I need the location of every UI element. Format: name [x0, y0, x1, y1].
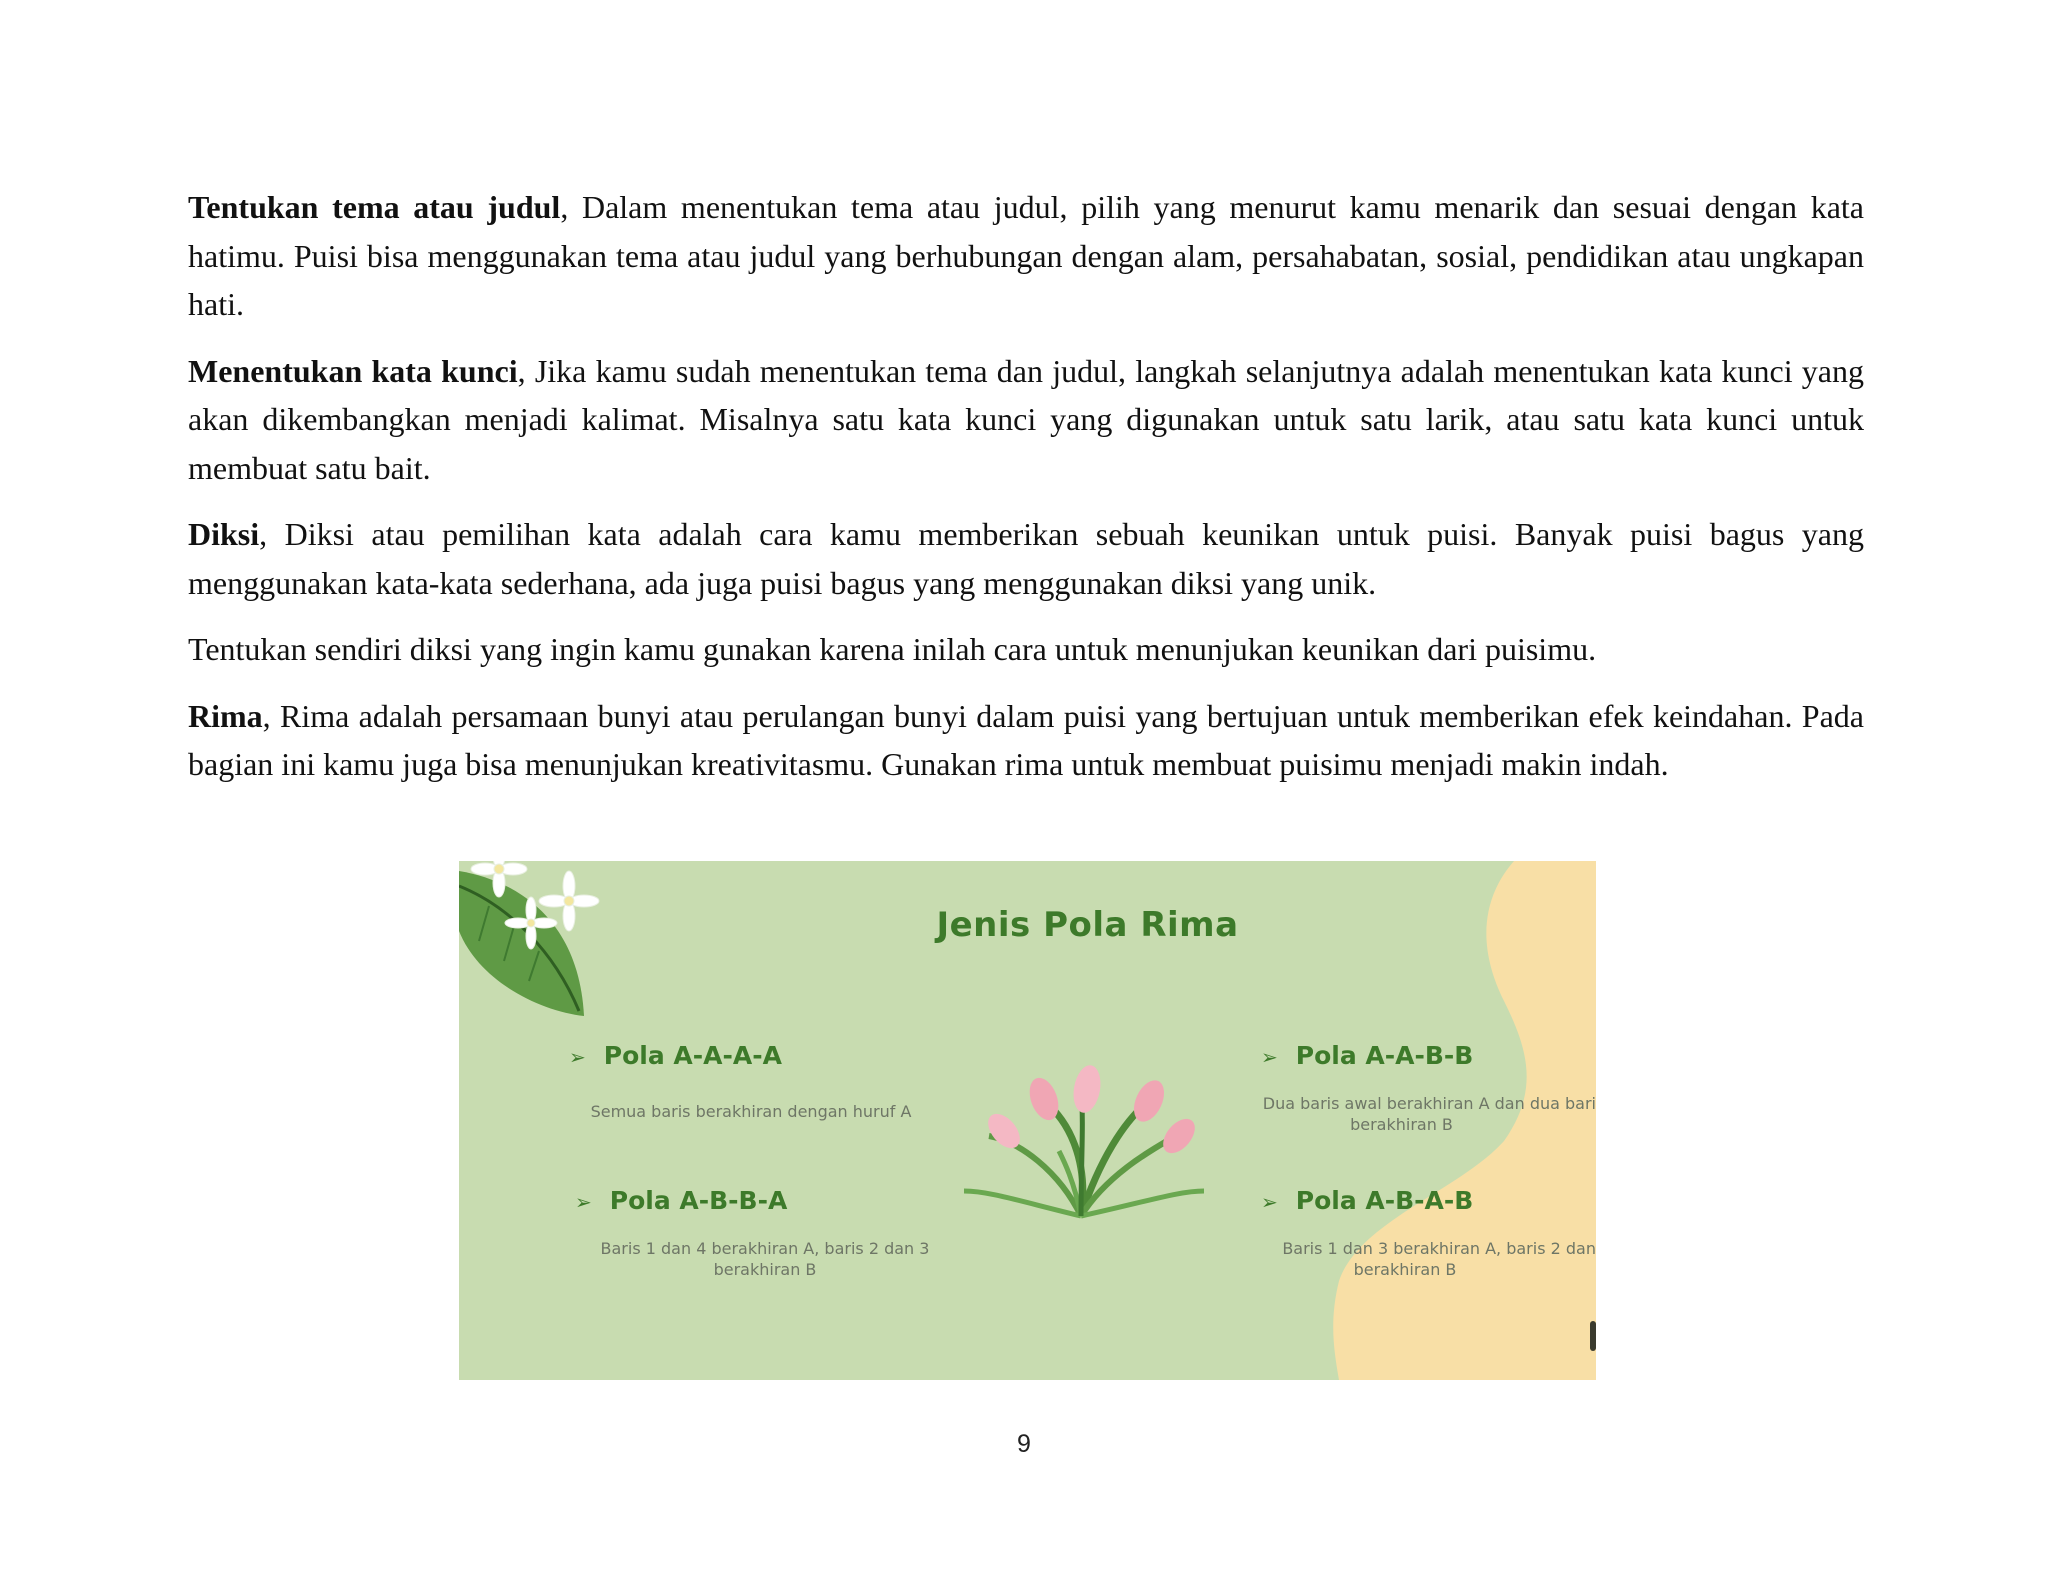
text-rima: , Rima adalah persamaan bunyi atau perulangan bunyi dalam puisi yang bertujuan untuk memberikan efek keindahan. Pada bagian ini kamu juga bisa menunjukan kreativitasmu. Gunakan rima untuk membuat puisimu menjadi makin indah. — [188, 697, 1864, 782]
pattern-abba-desc-line2: berakhiran B — [713, 1260, 817, 1279]
text-diksi-tip: Tentukan sendiri diksi yang ingin kamu gunakan karena inilah cara untuk menunjukan keunikan dari puisimu. — [188, 631, 1597, 667]
pattern-aabb-description — [1127, 1093, 1596, 1135]
pattern-aabb — [1261, 1041, 1581, 1070]
term-diksi: Diksi — [188, 516, 260, 552]
pattern-aabb-heading — [1261, 1041, 1581, 1070]
pattern-aabb-name: Pola A-A-B-B — [1295, 1041, 1474, 1070]
pattern-abba-desc-line1: Baris 1 dan 4 berakhiran A, baris 2 dan 3 — [600, 1239, 930, 1258]
arrow-icon: ➢ — [1261, 1045, 1278, 1069]
document-body — [188, 183, 1864, 807]
rhyme-pattern-figure — [459, 861, 1596, 1380]
pattern-aabb-desc-line2: berakhiran B — [1350, 1115, 1453, 1134]
figure-title: Jenis Pola Rima — [936, 905, 1239, 945]
text-diksi: , Diksi atau pemilihan kata adalah cara kamu memberikan sebuah keunikan untuk puisi. Banyak puisi bagus yang menggunakan kata-kata sederhana, ada juga puisi bagus yang menggunakan diksi yang unik. — [188, 516, 1864, 601]
text-tema-judul: , Dalam menentukan tema atau judul, pilih yang menurut kamu menarik dan sesuai dengan kata hatimu. Puisi bisa menggunakan tema atau judul yang berhubungan dengan alam, persahabatan, sosial, pendidikan atau ungkapan hati. — [188, 189, 1865, 322]
pattern-aaaa-desc-line1: Semua baris berakhiran dengan huruf A — [590, 1102, 912, 1121]
paragraph-rima — [188, 692, 1864, 789]
pattern-abba-name: Pola A-B-B-A — [609, 1186, 788, 1215]
pattern-aaaa-heading — [569, 1041, 889, 1070]
pattern-abba-description — [545, 1238, 985, 1280]
pattern-aaaa-name: Pola A-A-A-A — [603, 1041, 782, 1070]
tulip-bouquet-icon — [964, 1063, 1204, 1216]
arrow-icon: ➢ — [569, 1045, 586, 1069]
pattern-abab-desc-line1: Baris 1 dan 3 berakhiran A, baris 2 dan — [1282, 1239, 1596, 1258]
pattern-abab-desc-line2: berakhiran B — [1353, 1260, 1457, 1279]
pattern-abab-name: Pola A-B-A-B — [1295, 1186, 1474, 1215]
paragraph-tema-judul — [188, 183, 1864, 329]
term-tema-judul: Tentukan tema atau judul — [188, 189, 561, 225]
pattern-abba — [575, 1186, 895, 1215]
term-kata-kunci: Menentukan kata kunci — [188, 352, 518, 389]
pattern-aabb-desc-line1: Dua baris awal berakhiran A dan dua bari — [1262, 1094, 1596, 1113]
pattern-abab-description — [1174, 1238, 1596, 1280]
arrow-icon: ➢ — [1261, 1190, 1278, 1214]
paragraph-kata-kunci — [188, 347, 1864, 493]
paragraph-diksi — [188, 510, 1864, 607]
arrow-icon: ➢ — [575, 1190, 592, 1214]
paragraph-diksi-tip — [188, 625, 1864, 674]
pattern-abab-heading — [1261, 1186, 1581, 1215]
pattern-abba-heading — [575, 1186, 895, 1215]
term-rima: Rima — [188, 697, 263, 734]
pattern-abab — [1261, 1186, 1581, 1215]
page-number: 9 — [1017, 1430, 1031, 1458]
pattern-aaaa-description — [541, 1101, 961, 1122]
edge-mark-shape — [1590, 1321, 1596, 1351]
pattern-aaaa — [569, 1041, 889, 1070]
text-kata-kunci: , Jika kamu sudah menentukan tema dan judul, langkah selanjutnya adalah menentukan kata kunci yang akan dikembangkan menjadi kalimat. Misalnya satu kata kunci yang digunakan untuk satu larik, atau satu kata kunci untuk membuat satu bait. — [188, 352, 1865, 486]
